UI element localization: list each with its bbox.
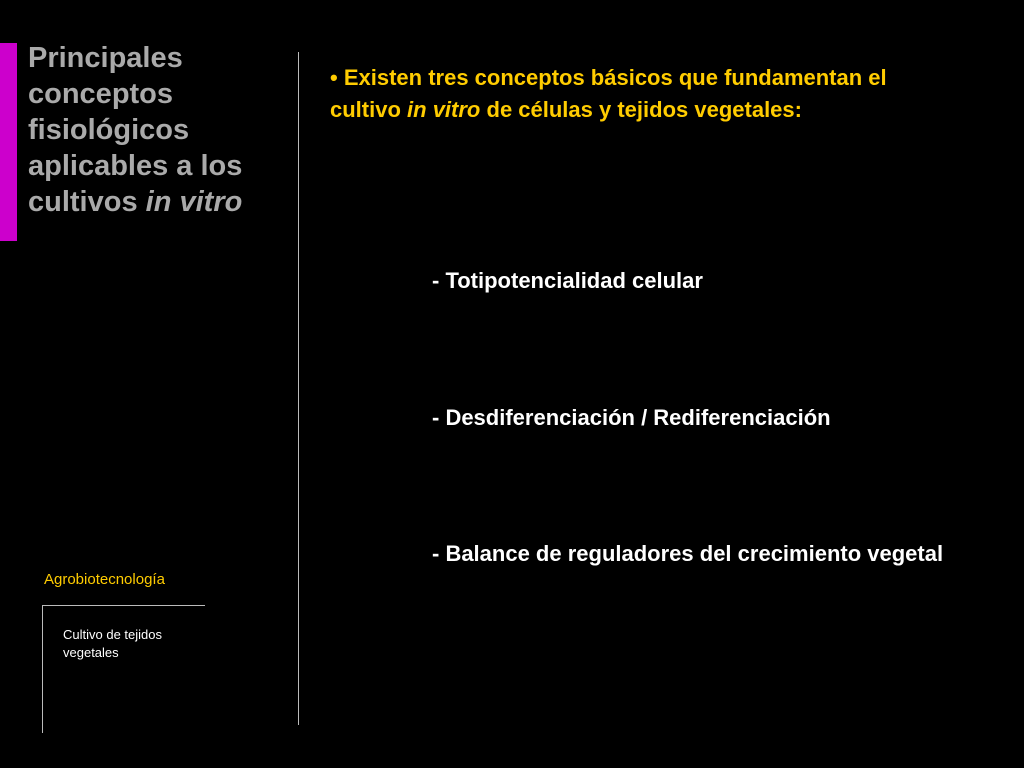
concept-growth-regulators: - Balance de reguladores del crecimiento vegetal [432,541,944,566]
concept-totipotency: - Totipotencialidad celular [432,268,703,293]
concept-dedifferentiation: - Desdiferenciación / Rediferenciación [432,405,831,430]
subject-label: Cultivo de tejidos vegetales [63,627,162,660]
footer-divider-horizontal [42,605,205,606]
intro-paragraph [330,62,950,126]
slide-title-italic: in vitro [145,186,243,218]
bullet-glyph: • [330,65,338,90]
intro-text-italic: in vitro [407,97,481,122]
course-label: Agrobiotecnología [44,571,165,588]
slide-title-main: Principales conceptos fisiológicos aplicables a los cultivos [28,42,243,218]
intro-text-before: Existen tres conceptos básicos que fundamentan el cultivo [330,65,887,122]
accent-bar [0,43,17,241]
intro-text-after: de células y tejidos vegetales: [486,97,802,122]
footer-divider-vertical [42,605,43,733]
vertical-divider [298,52,299,725]
slide-title [28,40,293,220]
